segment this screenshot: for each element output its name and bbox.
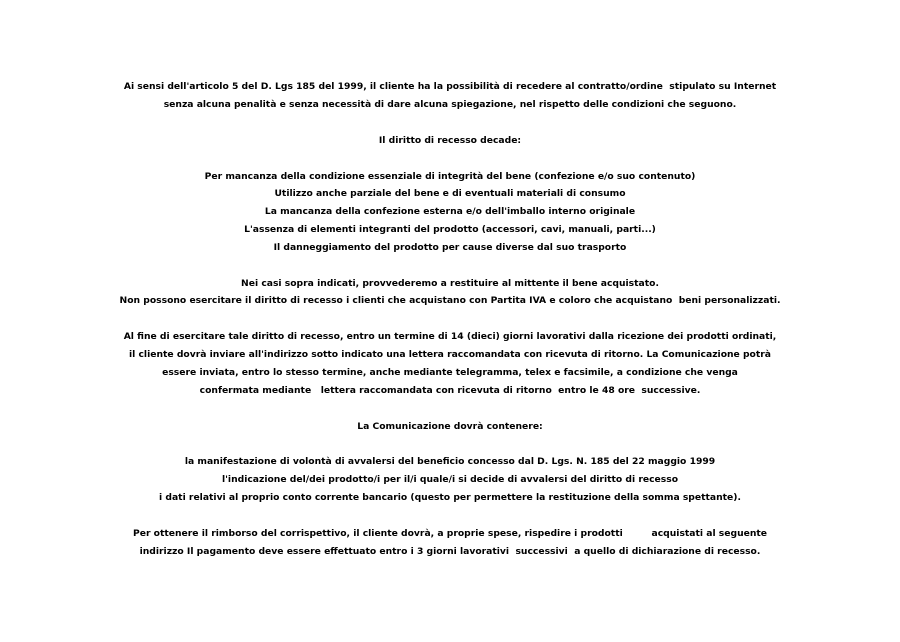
refund-line-1: Per ottenere il rimborso del corrispettivo, il cliente dovrà, a proprie spese, rispedire i prodotti acquistati al seguente — [132, 528, 768, 539]
procedure-line-1: Al fine di esercitare tale diritto di recesso, entro un termine di 14 (dieci) giorni lavorativi dalla ricezione dei prodotti ordinati, — [123, 331, 777, 342]
contents-item: i dati relativi al proprio conto corrente bancario (questo per permettere la restituzione della somma spettante). — [159, 492, 741, 503]
condition-item: Utilizzo anche parziale del bene e di eventuali materiali di consumo — [274, 188, 626, 199]
intro-line-2: senza alcuna penalità e senza necessità di dare alcuna spiegazione, nel rispetto delle condizioni che seguono. — [163, 99, 737, 110]
restitution-line-1: Nei casi sopra indicati, provvederemo a restituire al mittente il bene acquistato. — [241, 278, 659, 289]
condition-item: La mancanza della confezione esterna e/o dell'imballo interno originale — [264, 206, 636, 217]
restitution-line-2: Non possono esercitare il diritto di recesso i clienti che acquistano con Partita IVA e coloro che acquistano beni personalizzati. — [119, 295, 781, 306]
intro-line-1: Ai sensi dell'articolo 5 del D. Lgs 185 del 1999, il cliente ha la possibilità di recedere al contratto/ordine stipulato su Internet — [123, 81, 777, 92]
decade-heading: Il diritto di recesso decade: — [378, 135, 522, 146]
procedure-line-2: il cliente dovrà inviare all'indirizzo sotto indicato una lettera raccomandata con ricevuta di ritorno. La Comunicazione potrà — [128, 349, 771, 360]
condition-item: Il danneggiamento del prodotto per cause diverse dal suo trasporto — [273, 242, 627, 253]
contents-item: l'indicazione del/dei prodotto/i per il/i quale/i si decide di avvalersi del diritto di recesso — [221, 474, 679, 485]
procedure-line-4: confermata mediante lettera raccomandata con ricevuta di ritorno entro le 48 ore successive. — [199, 385, 701, 396]
refund-line-2: indirizzo Il pagamento deve essere effettuato entro i 3 giorni lavorativi successivi a quello di dichiarazione di recesso. — [139, 546, 761, 557]
contents-heading: La Comunicazione dovrà contenere: — [357, 421, 543, 432]
condition-item: Per mancanza della condizione essenziale di integrità del bene (confezione e/o suo contenuto) — [204, 171, 696, 182]
procedure-line-3: essere inviata, entro lo stesso termine, anche mediante telegramma, telex e facsimile, a condizione che venga — [162, 367, 738, 378]
contents-item: la manifestazione di volontà di avvalersi del beneficio concesso dal D. Lgs. N. 185 del 22 maggio 1999 — [184, 456, 716, 467]
condition-item: L'assenza di elementi integranti del prodotto (accessori, cavi, manuali, parti...) — [244, 224, 656, 235]
